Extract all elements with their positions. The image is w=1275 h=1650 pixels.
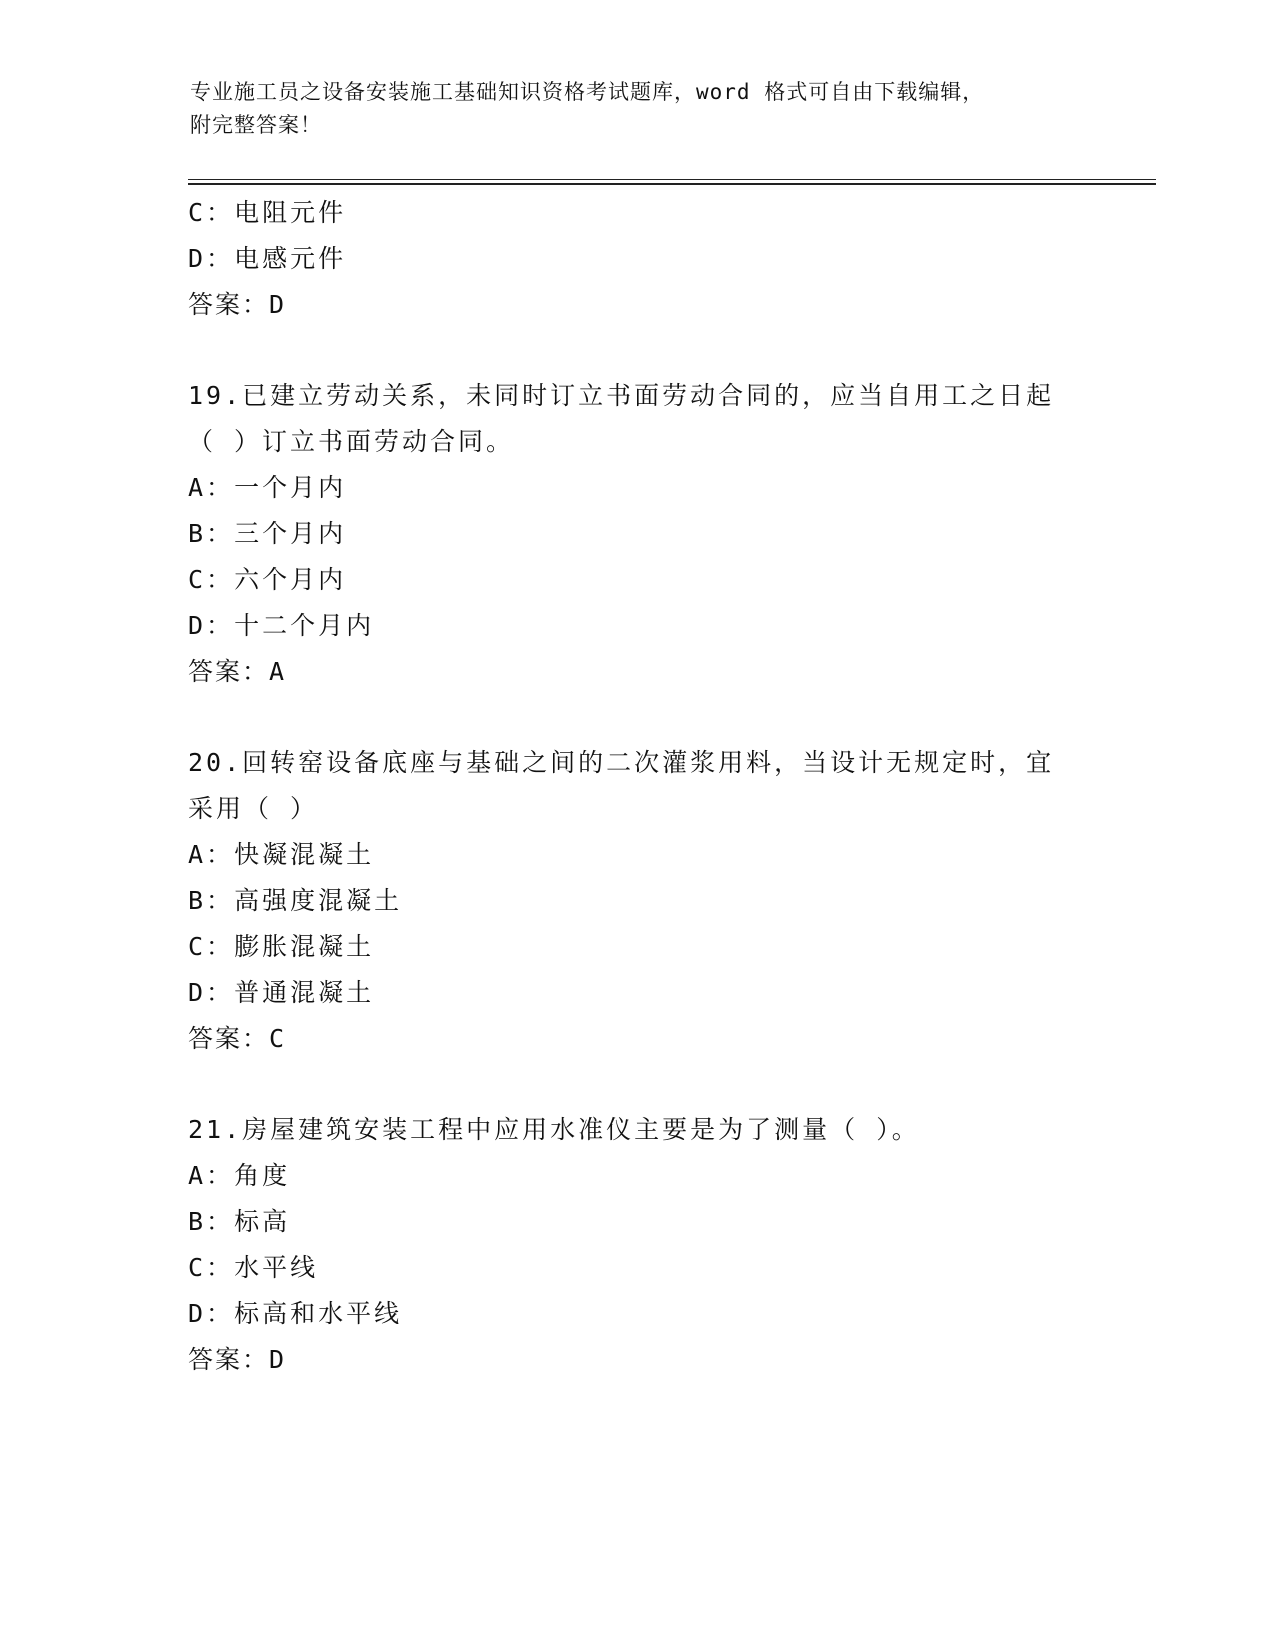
option-letter: B：	[188, 519, 235, 548]
option-letter: A：	[188, 1161, 235, 1190]
option-letter: D：	[188, 244, 235, 273]
question-stem-line-2: 采用（ ）	[188, 794, 319, 823]
header-title-line-2: 附完整答案！	[190, 113, 322, 137]
answer-value: A	[269, 657, 287, 686]
option-letter: D：	[188, 1299, 235, 1328]
option-d	[188, 603, 1088, 649]
option-a	[188, 832, 1088, 878]
option-letter: C：	[188, 932, 235, 961]
header-divider-thick	[188, 183, 1156, 185]
option-letter: B：	[188, 886, 235, 915]
question-18-continuation	[188, 190, 1088, 328]
answer-line	[188, 282, 1088, 328]
option-b	[188, 1199, 1088, 1245]
option-letter: C：	[188, 565, 235, 594]
question-stem-line-2: （ ）订立书面劳动合同。	[188, 427, 515, 456]
answer-label: 答案：	[188, 1024, 270, 1053]
option-c	[188, 1245, 1088, 1291]
option-text: 电感元件	[234, 244, 347, 273]
answer-value: D	[269, 1345, 287, 1374]
answer-line	[188, 649, 1088, 695]
option-text: 电阻元件	[234, 198, 347, 227]
option-d	[188, 236, 1088, 282]
option-letter: C：	[188, 198, 235, 227]
option-text: 水平线	[234, 1253, 319, 1282]
spacer	[188, 328, 1088, 373]
option-c	[188, 190, 1088, 236]
option-text: 普通混凝土	[234, 978, 375, 1007]
option-a	[188, 1153, 1088, 1199]
answer-value: D	[269, 290, 287, 319]
option-c	[188, 924, 1088, 970]
question-21	[188, 1107, 1088, 1383]
option-letter: A：	[188, 840, 235, 869]
header-divider-thin	[188, 179, 1156, 180]
document-header	[190, 76, 1090, 142]
option-text: 六个月内	[234, 565, 347, 594]
option-text: 三个月内	[234, 519, 347, 548]
spacer	[188, 1062, 1088, 1107]
answer-line	[188, 1337, 1088, 1383]
option-text: 标高和水平线	[234, 1299, 403, 1328]
answer-value: C	[269, 1024, 287, 1053]
option-d	[188, 1291, 1088, 1337]
option-text: 快凝混凝土	[234, 840, 375, 869]
question-stem-line-1: 19.已建立劳动关系，未同时订立书面劳动合同的，应当自用工之日起	[188, 381, 1055, 410]
header-title-line-1: 专业施工员之设备安装施工基础知识资格考试题库，word 格式可自由下载编辑，	[190, 80, 985, 104]
option-a	[188, 465, 1088, 511]
question-stem-line-1: 20.回转窑设备底座与基础之间的二次灌浆用料，当设计无规定时，宜	[188, 748, 1055, 777]
answer-label: 答案：	[188, 290, 270, 319]
question-20	[188, 740, 1088, 1062]
option-d	[188, 970, 1088, 1016]
answer-label: 答案：	[188, 657, 270, 686]
answer-line	[188, 1016, 1088, 1062]
option-text: 膨胀混凝土	[234, 932, 375, 961]
option-b	[188, 511, 1088, 557]
question-19	[188, 373, 1088, 695]
option-b	[188, 878, 1088, 924]
option-letter: D：	[188, 611, 235, 640]
option-letter: C：	[188, 1253, 235, 1282]
option-letter: D：	[188, 978, 235, 1007]
question-stem-line-1: 21.房屋建筑安装工程中应用水准仪主要是为了测量（ ）。	[188, 1115, 920, 1144]
option-text: 十二个月内	[234, 611, 375, 640]
option-text: 角度	[234, 1161, 291, 1190]
option-text: 标高	[234, 1207, 291, 1236]
option-c	[188, 557, 1088, 603]
option-letter: A：	[188, 473, 235, 502]
answer-label: 答案：	[188, 1345, 270, 1374]
question-list	[188, 190, 1088, 1383]
option-text: 一个月内	[234, 473, 347, 502]
spacer	[188, 695, 1088, 740]
option-text: 高强度混凝土	[234, 886, 403, 915]
option-letter: B：	[188, 1207, 235, 1236]
